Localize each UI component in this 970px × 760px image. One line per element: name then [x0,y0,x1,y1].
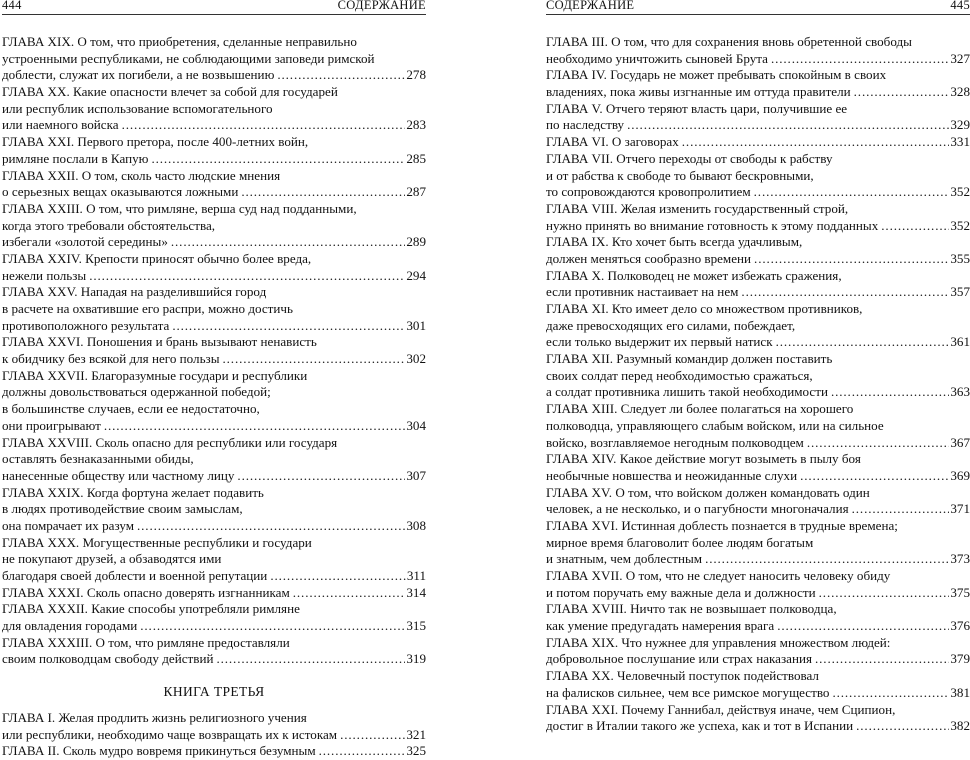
toc-entry-text: или наемного войска [2,117,119,133]
dot-leader [807,435,950,452]
dot-leader [800,468,949,485]
toc-entry-last-line [2,651,426,668]
toc-entry-text: а солдат противника лишить такой необходимости [546,384,828,400]
dot-leader [832,685,949,702]
toc-entry-last-line [546,585,970,602]
toc-entry-text: ГЛАВА XXI. Почему Ганнибал, действуя иначе, чем Сципион, [546,701,896,717]
toc-entry-text: и знатным, чем доблестным [546,551,703,567]
toc-entry-text: ГЛАВА IX. Кто хочет быть всегда удачливым, [546,234,803,250]
toc-entry-text: владениях, пока живы изгнанные им оттуда правители [546,84,851,100]
toc-entry-last-line [546,685,970,702]
dot-leader [754,251,949,268]
toc-entry-text: ГЛАВА XXXIII. О том, что римляне предоставляли [2,634,290,650]
toc-page-number: 363 [950,384,970,400]
toc-entry-text: ГЛАВА XXX. Могущественные республики и государи [2,534,312,550]
toc-entry-text: не покупают друзей, а обзаводятся ими [2,551,222,567]
toc-entry-text: если только выдержит их первый натиск [546,334,773,350]
toc-entry [546,451,970,484]
dot-leader [319,743,406,760]
toc-entry-last-line [546,384,970,401]
toc-entry [2,84,426,134]
toc-entry-text: ГЛАВА XX. Какие опасности влечет за собой для государей [2,84,338,100]
toc-entry [2,535,426,585]
dot-leader [776,334,950,351]
toc-entry-last-line [2,568,426,585]
toc-entry [2,435,426,485]
toc-entry [546,601,970,634]
toc-entry-last-line [546,551,970,568]
toc-entry-text: римляне послали в Капую [2,150,149,166]
toc-entry-text: в расчете на охватившие его распри, можно достичь [2,301,293,316]
toc-entry [546,351,970,401]
toc-page-number: 315 [406,618,426,634]
toc-entry-text: о серьезных вещах оказываются ложными [2,184,239,200]
toc-entry [2,251,426,284]
dot-leader [854,84,950,101]
toc-entry-last-line [546,251,970,268]
toc-entry-last-line [546,84,970,101]
toc-entry-last-line [546,51,970,68]
toc-entry [546,518,970,568]
dot-leader [340,727,405,744]
toc-page-number: 311 [406,568,426,583]
toc-entry [2,284,426,334]
toc-page-number: 352 [950,184,970,200]
toc-entry-text: ГЛАВА VII. Отчего переходы от свободы к рабству [546,150,833,166]
toc-page-number: 361 [950,334,970,350]
toc-entry-text: ГЛАВА XI. Кто имеет дело со множеством противников, [546,301,863,316]
toc-entry-text: ГЛАВА XIII. Следует ли более полагаться на хорошего [546,401,854,417]
toc-entry-text: должен меняться сообразно времени [546,250,752,266]
toc-page-number: 287 [406,184,426,200]
toc-page-number: 376 [950,618,970,634]
toc-entry-text: нежели пользы [2,267,87,283]
toc-page-number: 367 [950,434,970,450]
toc-page-number: 302 [406,351,426,367]
toc-page-number: 278 [406,67,426,83]
toc-entry [546,301,970,351]
toc-entry-text: по наследству [546,117,625,133]
toc-page-number: 381 [950,684,970,700]
toc-entry-text: человек, а не несколько, и о пагубности многоначалия [546,501,849,517]
toc-entry-text: ГЛАВА XXIII. О том, что римляне, верша суд над подданными, [2,200,357,216]
toc-page-number: 369 [950,467,970,483]
toc-page-number: 307 [406,467,426,483]
toc-entry-text: достиг в Италии такого же успеха, как и тот в Испании [546,718,854,734]
dot-leader [216,651,405,668]
toc-list [2,34,426,760]
toc-entry-last-line [546,218,970,235]
toc-entry-text: ГЛАВА XX. Человечный поступок подействовал [546,668,819,684]
toc-entry-text: когда этого требовали обстоятельства, [2,217,216,233]
dot-leader [237,468,405,485]
toc-entry-text: необходимо уничтожить сыновей Брута [546,50,768,66]
toc-page-number: 327 [950,50,970,66]
dot-leader [815,651,949,668]
toc-entry-text: ГЛАВА VIII. Желая изменить государственный строй, [546,200,849,216]
dot-leader [881,218,949,235]
toc-entry-text: и потом поручать ему важные дела и должности [546,584,816,600]
toc-page-number: 379 [950,651,970,667]
dot-leader [856,718,949,735]
toc-entry-text: избегали «золотой середины» [2,234,168,250]
toc-page-number: 375 [950,584,970,600]
toc-entry [546,702,970,735]
toc-entry-text: то сопровождаются кровопролитием [546,184,751,200]
toc-entry [546,101,970,134]
left-page [2,0,426,759]
toc-entry-text: мирное время благоволит более людям богатым [546,534,814,550]
toc-entry-text: ГЛАВА XXIX. Когда фортуна желает подавить [2,484,264,500]
toc-entry [2,168,426,201]
toc-entry [546,485,970,518]
toc-entry-text: ГЛАВА XVII. О том, что не следует наносить человеку обиду [546,568,891,583]
toc-entry [546,151,970,201]
toc-entry-last-line [2,318,426,335]
toc-entry-text: ГЛАВА XIX. Что нужнее для управления множеством людей: [546,634,891,650]
toc-entry-text: ГЛАВА XVI. Истинная доблесть познается в трудные времена; [546,517,898,533]
toc-entry-last-line [2,518,426,535]
toc-entry-text: ГЛАВА XV. О том, что войском должен командовать один [546,484,870,500]
toc-entry-last-line [546,651,970,668]
dot-leader [777,618,949,635]
toc-entry-text: нужно принять во внимание готовность к этому подданных [546,217,879,233]
toc-entry-text: ГЛАВА IV. Государь не может пребывать спокойным в своих [546,67,887,83]
toc-entry-text: ГЛАВА XXVI. Поношения и брань вызывают ненависть [2,334,317,350]
toc-list [546,34,970,735]
dot-leader [270,568,406,585]
toc-entry-text: оставлять безнаказанными обиды, [2,451,194,467]
dot-leader [741,284,949,301]
toc-entry-last-line [546,134,970,151]
toc-entry-last-line [546,718,970,735]
toc-page-number: 289 [406,234,426,250]
toc-entry [2,201,426,251]
toc-entry [546,34,970,67]
dot-leader [852,501,950,518]
toc-entry-text: для овладения городами [2,618,138,634]
toc-entry [546,67,970,100]
toc-entry-last-line [2,743,426,760]
toc-page-number: 355 [950,250,970,266]
toc-entry-text: противоположного результата [2,317,170,333]
toc-entry-text: ГЛАВА XIV. Какое действие могут возыметь в пылу боя [546,451,861,467]
toc-entry-text: как умение предугадать намерения врага [546,618,775,634]
dot-leader [122,117,406,134]
dot-leader [241,184,405,201]
toc-entry-text: ГЛАВА V. Отчего теряют власть цари, получившие ее [546,100,848,116]
toc-page-number: 304 [406,417,426,433]
toc-page-number: 301 [406,317,426,333]
toc-page-number: 329 [950,117,970,133]
dot-leader [819,585,950,602]
toc-entry [546,668,970,701]
toc-entry [2,134,426,167]
toc-entry-text: или республики, необходимо чаще возвращать их к истокам [2,726,338,742]
toc-entry-text: своих солдат перед необходимостью сражаться, [546,367,813,383]
toc-entry [546,635,970,668]
toc-entry-last-line [2,268,426,285]
toc-page-number: 314 [406,584,426,600]
toc-entry-text: ГЛАВА XXXI. Сколь опасно доверять изгнанникам [2,584,290,600]
running-title: СОДЕРЖАНИЕ [546,0,635,12]
dot-leader [771,51,949,68]
toc-page-number: 319 [406,651,426,667]
right-page [546,0,970,755]
page-header [546,0,970,15]
toc-entry-text: доблести, служат их погибели, а не возвышению [2,67,275,83]
page-number: 445 [950,0,970,12]
toc-entry-last-line [546,334,970,351]
toc-entry-text: ГЛАВА XIX. О том, что приобретения, сделанные неправильно [2,34,357,49]
toc-entry [2,368,426,435]
toc-entry [2,34,426,84]
toc-entry [546,568,970,601]
toc-page-number: 294 [406,267,426,283]
toc-page-number: 352 [950,217,970,233]
toc-entry-text: на фалисков сильнее, чем все римское могущество [546,684,830,700]
toc-entry-text: ГЛАВА XXV. Нападая на разделившийся город [2,284,267,300]
toc-entry-text: ГЛАВА I. Желая продлить жизнь религиозного учения [2,709,307,725]
toc-entry-text: своим полководцам свободу действий [2,651,214,667]
toc-entry [2,601,426,634]
dot-leader [705,551,949,568]
dot-leader [831,384,949,401]
toc-entry [546,201,970,234]
toc-entry [2,710,426,743]
dot-leader [172,318,405,335]
toc-entry-last-line [546,501,970,518]
toc-entry-last-line [2,727,426,744]
toc-entry [2,635,426,668]
dot-leader [171,234,405,251]
toc-entry-text: ГЛАВА III. О том, что для сохранения вновь обретенной свободы [546,34,912,49]
toc-entry-text: благодаря своей доблести и военной репутации [2,568,268,583]
book-heading: КНИГА ТРЕТЬЯ [163,684,265,700]
toc-entry-text: если противник настаивает на нем [546,284,739,300]
toc-entry-text: устроенными республиками, не соблюдающими заповеди римской [2,50,375,66]
toc-entry [546,134,970,151]
toc-entry [2,743,426,760]
toc-entry-text: ГЛАВА XXII. О том, сколь часто людские мнения [2,167,281,183]
toc-page-number: 325 [406,743,426,759]
toc-entry-text: нанесенные обществу или частному лицу [2,467,235,483]
toc-entry-last-line [2,585,426,602]
toc-entry-text: ГЛАВА XII. Разумный командир должен поставить [546,351,833,367]
dot-leader [89,268,405,285]
toc-entry-text: необычные новшества и неожиданные слухи [546,467,798,483]
toc-entry-last-line [2,618,426,635]
toc-entry [2,485,426,535]
toc-entry-text: к обидчику без всякой для него пользы [2,351,220,367]
toc-entry-last-line [546,184,970,201]
toc-page-number: 331 [950,134,970,150]
toc-page-number: 357 [950,284,970,300]
toc-entry [2,334,426,367]
dot-leader [140,618,405,635]
dot-leader [137,518,405,535]
toc-entry-text: они проигрывают [2,417,101,433]
toc-entry-last-line [546,117,970,134]
toc-page-number: 373 [950,551,970,567]
running-title: СОДЕРЖАНИЕ [337,0,426,12]
dot-leader [277,67,405,84]
toc-page-number: 328 [950,84,970,100]
toc-entry [2,585,426,602]
toc-page-number: 382 [950,718,970,734]
toc-entry-text: и от рабства к свободе то бывают бескровными, [546,167,814,183]
toc-entry-text: ГЛАВА X. Полководец не может избежать сражения, [546,267,842,283]
toc-entry-text: ГЛАВА XXVII. Благоразумные государи и республики [2,367,308,383]
toc-entry-last-line [2,67,426,84]
toc-entry-last-line [2,351,426,368]
toc-page-number: 308 [406,517,426,533]
dot-leader [151,151,405,168]
toc-entry [546,401,970,451]
toc-entry-text: даже превосходящих его силами, побеждает, [546,317,796,333]
toc-entry-text: ГЛАВА XVIII. Ничто так не возвышает полководца, [546,601,837,617]
toc-entry [546,268,970,301]
toc-entry-text: добровольное послушание или страх наказания [546,651,813,667]
toc-entry-last-line [2,184,426,201]
page-header [2,0,426,15]
toc-entry-last-line [2,468,426,485]
dot-leader [754,184,950,201]
dot-leader [293,585,406,602]
toc-entry [546,234,970,267]
toc-entry-text: ГЛАВА XXIV. Крепости приносят обычно более вреда, [2,250,312,266]
toc-entry-text: ГЛАВА II. Сколь мудро вовремя прикинуться безумным [2,743,316,759]
toc-page-number: 321 [406,726,426,742]
page-number: 444 [2,0,22,12]
dot-leader [682,134,950,151]
toc-entry-text: или республик использование вспомогательного [2,100,273,116]
toc-entry-text: должны довольствоваться одержанной победой; [2,384,271,400]
toc-entry-text: полководца, управляющего слабым войском, или на сильное [546,417,884,433]
dot-leader [627,117,949,134]
toc-entry-last-line [546,618,970,635]
toc-entry-last-line [546,468,970,485]
toc-entry-last-line [2,117,426,134]
toc-entry-text: в большинстве случаев, если ее недостаточно, [2,401,260,417]
toc-entry-last-line [2,151,426,168]
toc-page-number: 283 [406,117,426,133]
toc-entry-text: ГЛАВА XXXII. Какие способы употребляли римляне [2,601,300,617]
toc-page-number: 285 [406,150,426,166]
toc-entry-last-line [2,234,426,251]
toc-entry-text: ГЛАВА XXVIII. Сколь опасно для республики или государя [2,434,338,450]
dot-leader [223,351,406,368]
toc-entry-text: ГЛАВА VI. О заговорах [546,134,679,150]
toc-entry-text: войско, возглавляемое негодным полководцем [546,434,804,450]
toc-page-number: 371 [950,501,970,517]
toc-entry-last-line [546,435,970,452]
toc-entry-last-line [546,284,970,301]
toc-entry-text: она помрачает их разум [2,517,135,533]
toc-entry-last-line [2,418,426,435]
toc-entry-text: в людях противодействие своим замыслам, [2,501,243,517]
toc-entry-text: ГЛАВА XXI. Первого претора, после 400-летних войн, [2,134,309,150]
dot-leader [104,418,406,435]
